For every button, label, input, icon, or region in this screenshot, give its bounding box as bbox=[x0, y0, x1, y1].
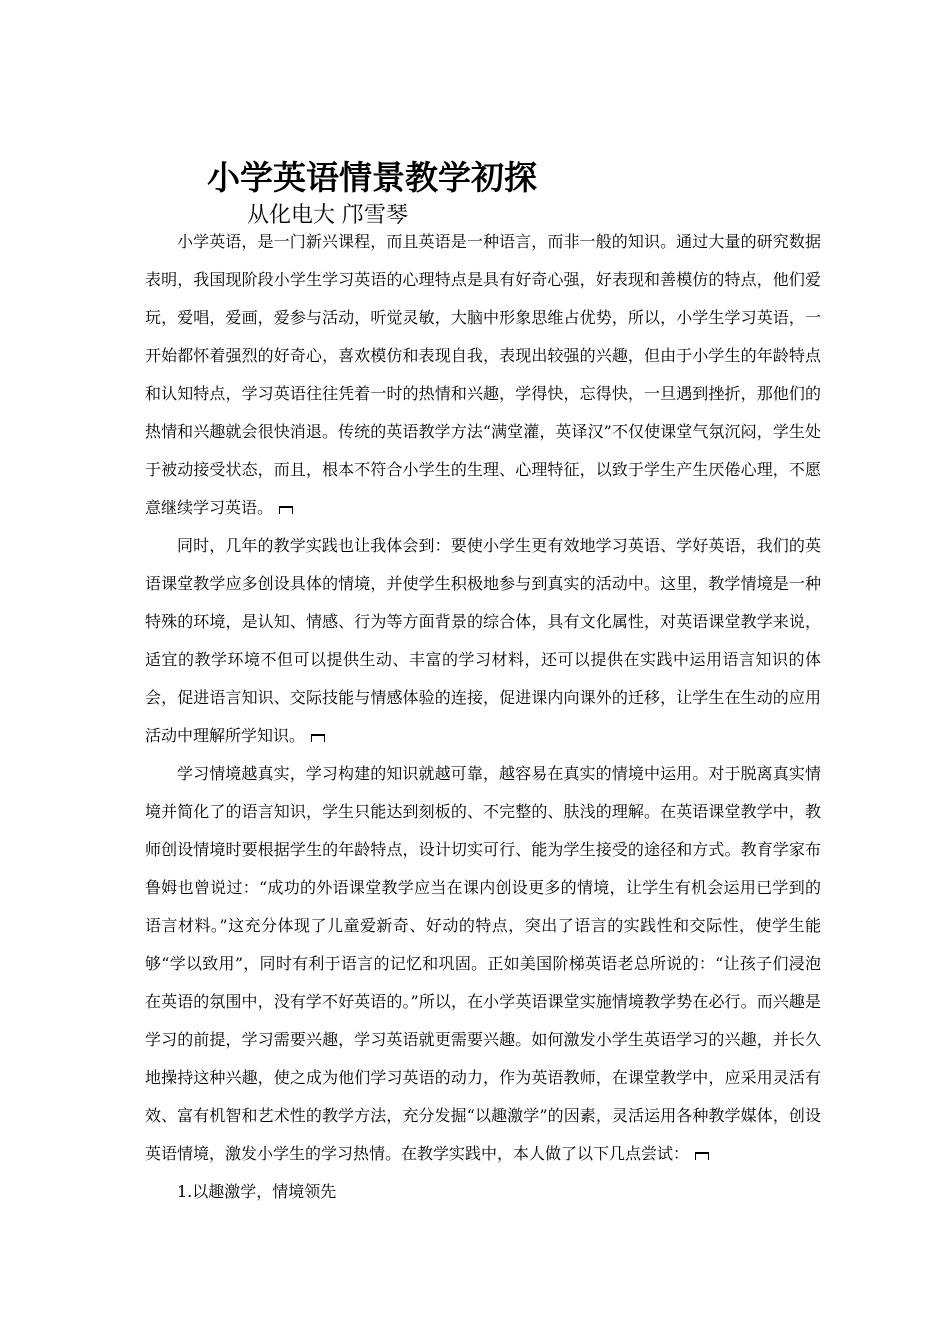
document-author: 从化电大 邝雪琴 bbox=[247, 203, 408, 228]
paragraph-text: 同时，几年的教学实践也让我体会到：要使小学生更有效地学习英语、学好英语，我们的英语课堂教学应多创设具体的情境，并使学生积极地参与到真实的活动中。这里，教学情境是一种特殊的环境，是认知、情感、行为等方面背景的综合体，具有文化属性，对英语课堂教学来说，适宜的教学环境不但可以提供生动、丰富的学习材料，还可以提供在实践中运用语言知识的体会，促进语言知识、交际技能与情感体验的连接，促进课内向课外的迁移，让学生在生动的应用活动中理解所学知识。 bbox=[145, 536, 821, 745]
document-body bbox=[145, 223, 821, 1211]
document-title: 小学英语情景教学初探 bbox=[207, 158, 537, 197]
paragraph-mark-icon bbox=[279, 506, 293, 514]
paragraph-mark-icon bbox=[695, 1152, 709, 1160]
paragraph bbox=[145, 223, 821, 527]
paragraph bbox=[145, 527, 821, 755]
paragraph-text: 小学英语，是一门新兴课程，而且英语是一种语言，而非一般的知识。通过大量的研究数据表明，我国现阶段小学生学习英语的心理特点是具有好奇心强，好表现和善模仿的特点，他们爱玩，爱唱，爱画，爱参与活动，听觉灵敏，大脑中形象思维占优势，所以，小学生学习英语，一开始都怀着强烈的好奇心，喜欢模仿和表现自我，表现出较强的兴趣，但由于小学生的年龄特点和认知特点，学习英语往往凭着一时的热情和兴趣，学得快，忘得快，一旦遇到挫折，那他们的热情和兴趣就会很快消退。传统的英语教学方法“满堂灌，英译汉”不仅使课堂气氛沉闷，学生处于被动接受状态，而且，根本不符合小学生的生理、心理特征，以致于学生产生厌倦心理，不愿意继续学习英语。 bbox=[145, 232, 821, 517]
section-heading: 1.以趣激学，情境领先 bbox=[177, 1182, 337, 1201]
paragraph-mark-icon bbox=[311, 734, 325, 742]
paragraph-text: 学习情境越真实，学习构建的知识就越可靠，越容易在真实的情境中运用。对于脱离真实情境并简化了的语言知识，学生只能达到刻板的、不完整的、肤浅的理解。在英语课堂教学中，教师创设情境时要根据学生的年龄特点，设计切实可行、能为学生接受的途径和方式。教育学家布鲁姆也曾说过：“成功的外语课堂教学应当在课内创设更多的情境，让学生有机会运用已学到的语言材料。”这充分体现了儿童爱新奇、好动的特点，突出了语言的实践性和交际性，使学生能够“学以致用”，同时有利于语言的记忆和巩固。正如美国阶梯英语老总所说的：“让孩子们浸泡在英语的氛围中，没有学不好英语的。”所以，在小学英语课堂实施情境教学势在必行。而兴趣是学习的前提，学习需要兴趣，学习英语就更需要兴趣。如何激发小学生英语学习的兴趣，并长久地操持这种兴趣，使之成为他们学习英语的动力，作为英语教师，在课堂教学中，应采用灵活有效、富有机智和艺术性的教学方法，充分发掘“以趣激学”的因素，灵活运用各种教学媒体，创设英语情境，激发小学生的学习热情。在教学实践中，本人做了以下几点尝试： bbox=[145, 764, 821, 1163]
paragraph bbox=[145, 755, 821, 1173]
